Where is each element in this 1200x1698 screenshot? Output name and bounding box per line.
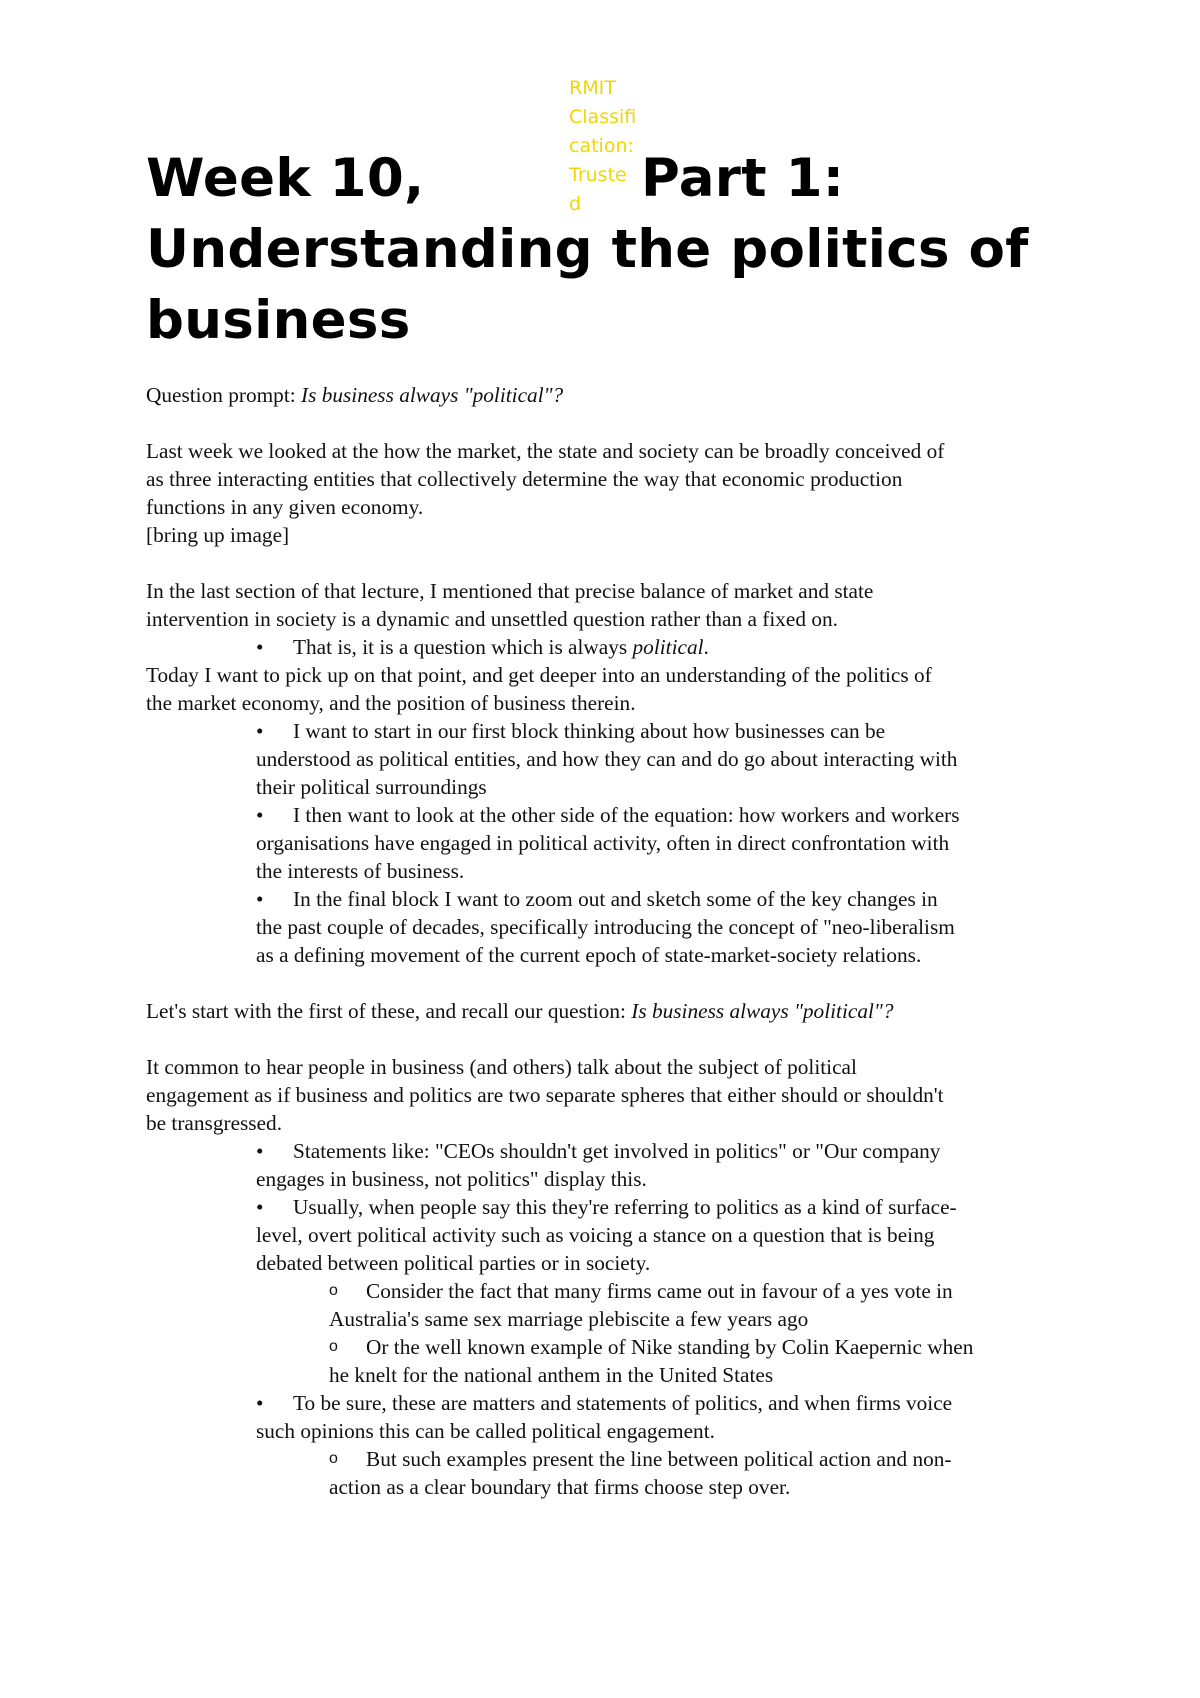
list-item: • To be sure, these are matters and statements of politics, and when firms voice such opinions this can be called political engagement. xyxy=(256,1391,953,1443)
paragraph-3: Today I want to pick up on that point, and get deeper into an understanding of the politics of the market economy, and the position of business therein. xyxy=(146,663,932,715)
bullet-icon: • xyxy=(256,1139,264,1163)
list-item: • I then want to look at the other side of the equation: how workers and workers organisations have engaged in political activity, often in direct confrontation with the interests of business. xyxy=(256,803,960,883)
sub-list-item: o Consider the fact that many firms came out in favour of a yes vote in Australia's same sex marriage plebiscite a few years ago xyxy=(329,1279,953,1331)
sub-list-item: o But such examples present the line between political action and non- action as a clear boundary that firms choose step over. xyxy=(329,1447,952,1499)
sub-bullet-icon: o xyxy=(329,1338,338,1355)
bullet-icon: • xyxy=(256,719,264,743)
bring-up-image-note: [bring up image] xyxy=(146,523,290,547)
document-body xyxy=(146,381,1076,1501)
title-line2: Understanding the politics of xyxy=(146,219,1029,280)
bullet-icon: • xyxy=(256,803,264,827)
paragraph-4: Let's start with the first of these, and recall our question: Is business always "political"? xyxy=(146,999,894,1023)
sub-list-item: o Or the well known example of Nike standing by Colin Kaepernic when he knelt for the national anthem in the United States xyxy=(329,1335,974,1387)
list-item: • That is, it is a question which is always political. xyxy=(256,635,709,659)
sub-bullet-icon: o xyxy=(329,1450,338,1467)
paragraph-1: Last week we looked at the how the market, the state and society can be broadly conceived of as three interacting entities that collectively determine the way that economic production functions in any given economy. [bring up image] xyxy=(146,439,945,547)
sub-bullet-icon: o xyxy=(329,1282,338,1299)
classification-label: RMIT Classifi cation: Truste d xyxy=(569,77,637,215)
paragraph-2: In the last section of that lecture, I mentioned that precise balance of market and state intervention in society is a dynamic and unsettled question rather than a fixed on. xyxy=(146,579,874,631)
bullet-icon: • xyxy=(256,887,264,911)
bullet-icon: • xyxy=(256,635,264,659)
list-item: • I want to start in our first block thinking about how businesses can be understood as political entities, and how they can and do go about interacting with their political surroundings xyxy=(256,719,958,799)
bullet-icon: • xyxy=(256,1391,264,1415)
question-prompt: Question prompt: Is business always "political"? xyxy=(146,383,564,407)
list-item: • Usually, when people say this they're referring to politics as a kind of surface- level, overt political activity such as voicing a stance on a question that is being debated between political parties or in society. xyxy=(256,1195,957,1275)
list-item: • In the final block I want to zoom out and sketch some of the key changes in the past couple of decades, specifically introducing the concept of "neo-liberalism as a defining movement of the current epoch of state-market-society relations. xyxy=(256,887,955,967)
list-item: • Statements like: "CEOs shouldn't get involved in politics" or "Our company engages in business, not politics" display this. xyxy=(256,1139,941,1191)
title-part: Part 1: xyxy=(641,148,845,209)
bullet-icon: • xyxy=(256,1195,264,1219)
page-title xyxy=(146,143,1106,356)
title-week: Week 10, xyxy=(146,148,425,209)
title-line3: business xyxy=(146,290,411,351)
paragraph-5: It common to hear people in business (and others) talk about the subject of political engagement as if business and politics are two separate spheres that either should or shouldn't be transgressed. xyxy=(146,1055,944,1135)
